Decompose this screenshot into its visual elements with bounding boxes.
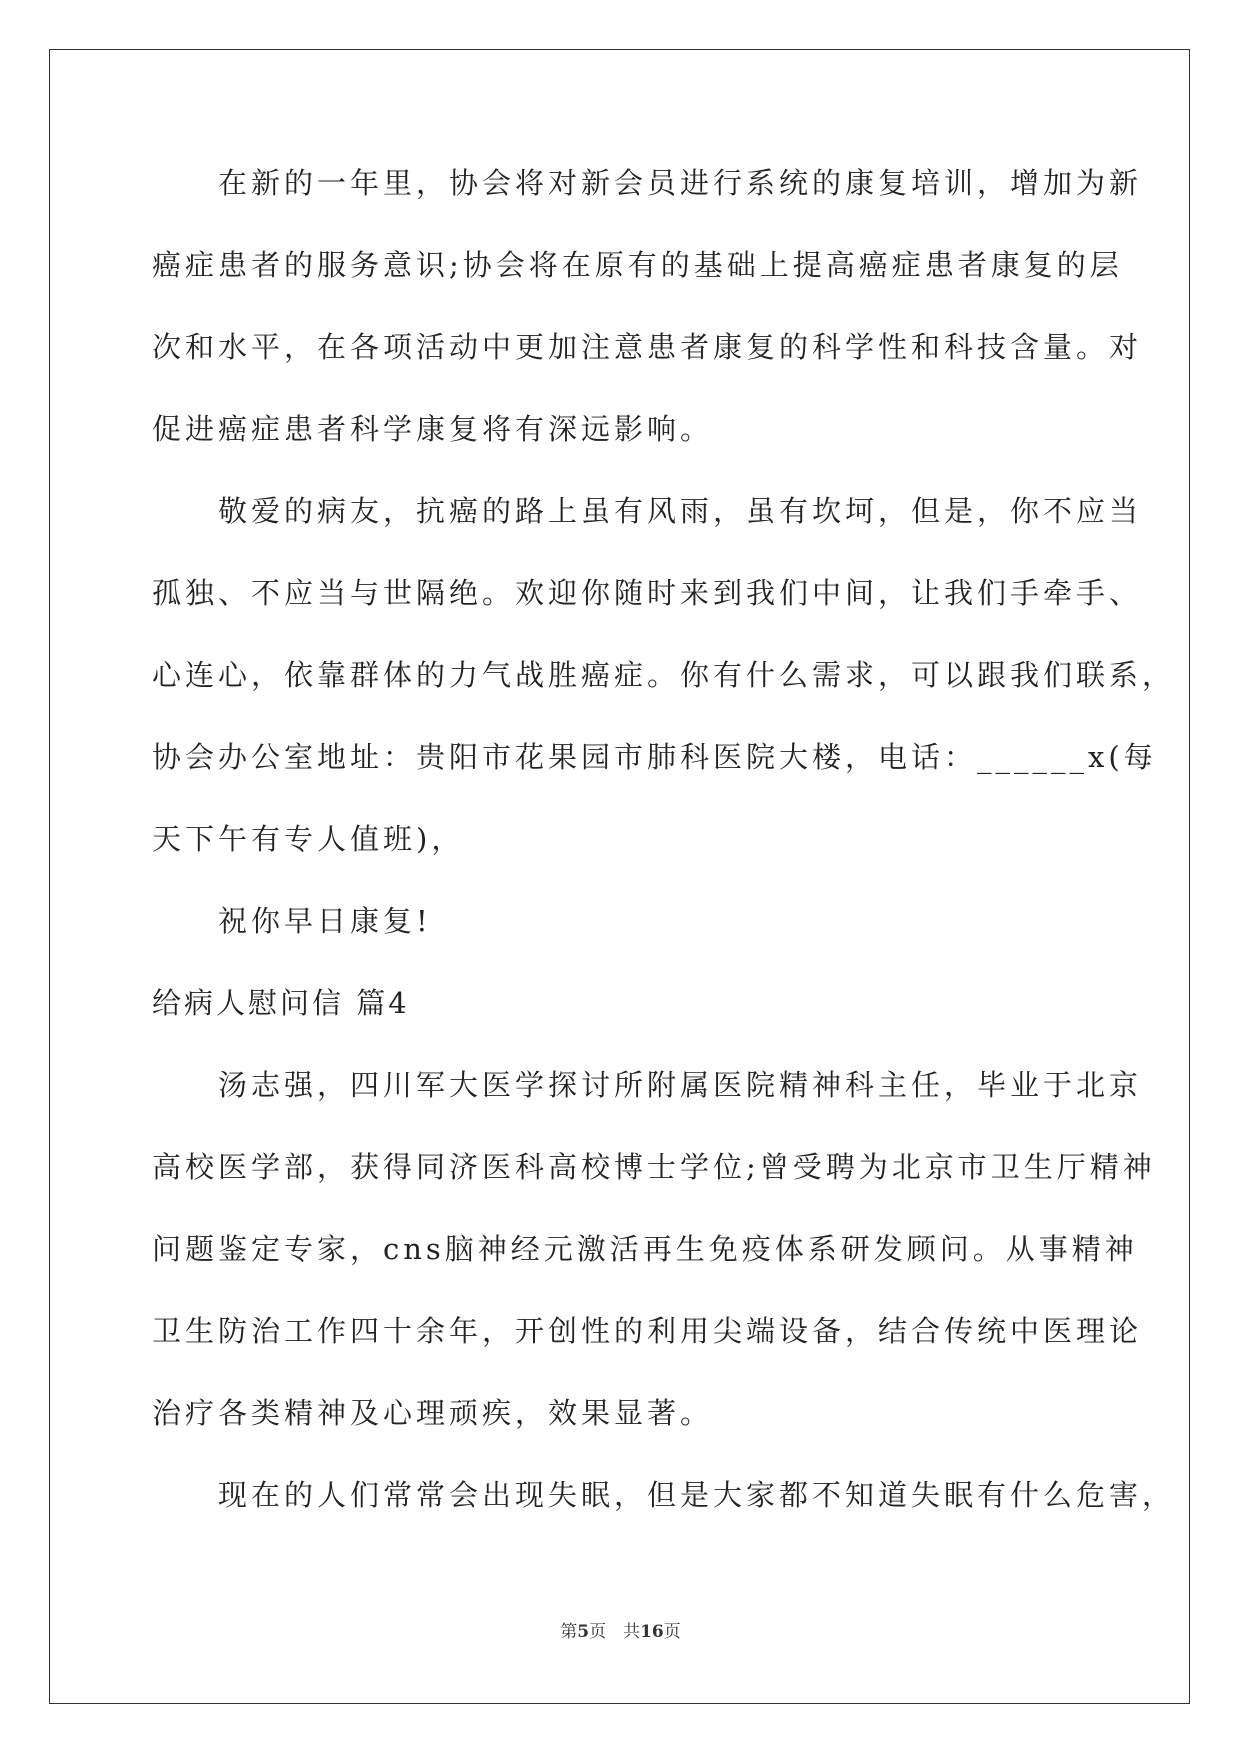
paragraph-line: 现在的人们常常会出现失眠，但是大家都不知道失眠有什么危害， <box>152 1478 1176 1512</box>
paragraph-line: 高校医学部，获得同济医科高校博士学位;曾受聘为北京市卫生厅精神 <box>152 1150 1156 1184</box>
paragraph-line: 协会办公室地址：贵阳市花果园市肺科医院大楼，电话：______x(每 <box>152 740 1157 774</box>
paragraph-line: 汤志强，四川军大医学探讨所附属医院精神科主任，毕业于北京 <box>152 1068 1143 1102</box>
paragraph-line: 孤独、不应当与世隔绝。欢迎你随时来到我们中间，让我们手牵手、 <box>152 576 1143 610</box>
current-page-number: 5 <box>577 1622 590 1642</box>
paragraph-line: 促进癌症患者科学康复将有深远影响。 <box>152 412 714 446</box>
footer-prefix: 第 <box>560 1622 578 1642</box>
paragraph-line: 天下午有专人值班)， <box>152 822 465 856</box>
paragraph-line: 问题鉴定专家，cns脑神经元激活再生免疫体系研发顾问。从事精神 <box>152 1232 1138 1266</box>
footer-suffix: 页 <box>663 1622 681 1642</box>
paragraph-line: 治疗各类精神及心理顽疾，效果显著。 <box>152 1396 714 1430</box>
paragraph-line: 心连心，依靠群体的力气战胜癌症。你有什么需求，可以跟我们联系， <box>152 658 1176 692</box>
paragraph-line: 卫生防治工作四十余年，开创性的利用尖端设备，结合传统中医理论 <box>152 1314 1143 1348</box>
paragraph-line: 敬爱的病友，抗癌的路上虽有风雨，虽有坎坷，但是，你不应当 <box>152 494 1143 528</box>
page-footer <box>0 1617 1241 1642</box>
section-heading: 给病人慰问信 篇4 <box>152 986 410 1020</box>
paragraph-line: 在新的一年里，协会将对新会员进行系统的康复培训，增加为新 <box>152 166 1143 200</box>
paragraph-line: 祝你早日康复! <box>152 904 432 938</box>
document-body <box>152 163 1176 1557</box>
total-page-count: 16 <box>640 1622 664 1642</box>
footer-middle: 页 共 <box>589 1622 641 1642</box>
paragraph-line: 次和水平，在各项活动中更加注意患者康复的科学性和科技含量。对 <box>152 330 1143 364</box>
paragraph-line: 癌症患者的服务意识;协会将在原有的基础上提高癌症患者康复的层 <box>152 248 1123 282</box>
